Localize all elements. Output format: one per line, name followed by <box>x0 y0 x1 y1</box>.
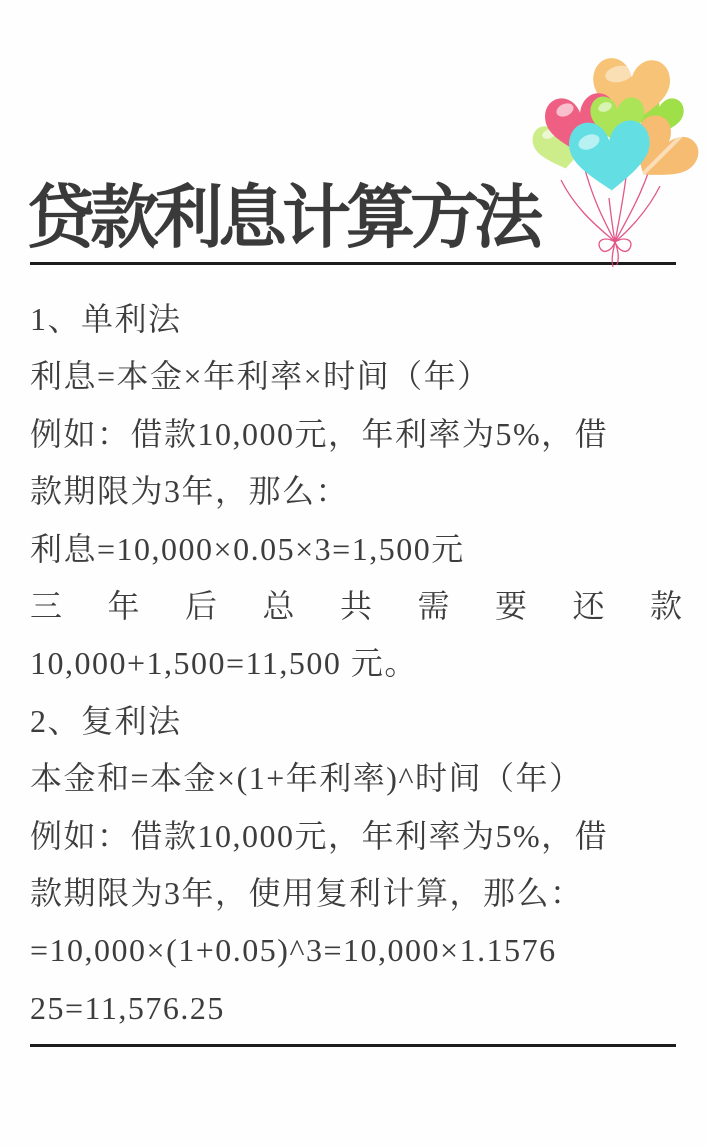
text-line: 例如：借款10,000元，年利率为5%，借 <box>30 415 609 452</box>
text-line-heading-1: 1、单利法 <box>30 301 182 337</box>
text-line: 10,000+1,500=11,500 元。 <box>30 645 418 682</box>
text-line: 款期限为3年，那么： <box>30 473 350 510</box>
heart-balloons-icon <box>527 50 703 270</box>
text-line: =10,000×(1+0.05)^3=10,000×1.1576 <box>30 932 557 969</box>
bottom-divider <box>30 1044 676 1047</box>
text-line: 款期限为3年，使用复利计算，那么： <box>30 874 584 911</box>
balloon-hearts <box>530 57 703 195</box>
text-line-heading-2: 2、复利法 <box>30 702 182 739</box>
body-text <box>30 291 682 1037</box>
text-line: 例如：借款10,000元，年利率为5%，借 <box>30 817 609 854</box>
text-line-formula-1: 利息=本金×年利率×时间（年） <box>30 358 491 395</box>
text-line: 利息=10,000×0.05×3=1,500元 <box>30 530 465 567</box>
page-title: 贷款利息计算方法 <box>26 180 538 257</box>
text-line-formula-2: 本金和=本金×(1+年利率)^时间（年） <box>30 760 583 797</box>
text-line: 三年后总共需要还款 <box>30 587 682 624</box>
text-line: 25=11,576.25 <box>30 989 225 1026</box>
